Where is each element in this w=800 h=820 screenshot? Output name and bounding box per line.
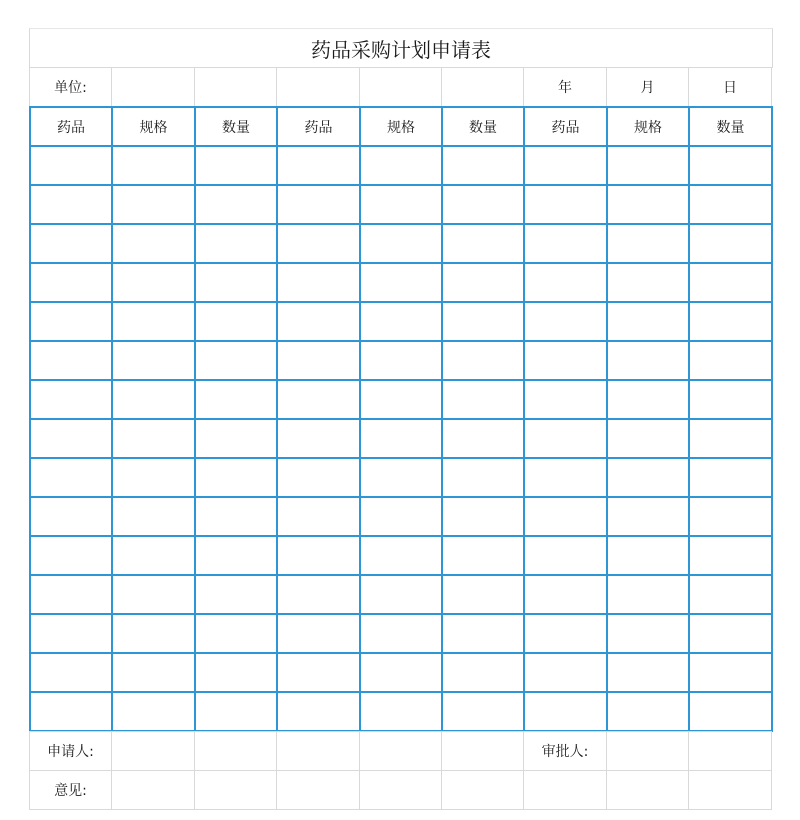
table-cell[interactable]	[30, 575, 112, 614]
approver-field[interactable]	[607, 732, 689, 771]
table-cell[interactable]	[30, 146, 112, 185]
table-cell[interactable]	[195, 380, 277, 419]
table-row	[30, 458, 772, 497]
table-cell[interactable]	[30, 536, 112, 575]
approver-field[interactable]	[689, 732, 772, 771]
table-row	[30, 224, 772, 263]
table-cell[interactable]	[442, 653, 524, 692]
table-cell[interactable]	[607, 263, 689, 302]
table-cell[interactable]	[442, 224, 524, 263]
table-cell[interactable]	[277, 380, 360, 419]
unit-field[interactable]	[277, 68, 360, 107]
table-cell[interactable]	[112, 575, 195, 614]
signature-area	[29, 731, 772, 810]
table-cell[interactable]	[112, 692, 195, 731]
opinion-field[interactable]	[360, 771, 442, 810]
column-header: 规格	[360, 107, 442, 146]
table-cell[interactable]	[30, 263, 112, 302]
table-cell[interactable]	[30, 458, 112, 497]
opinion-field[interactable]	[277, 771, 360, 810]
opinion-field[interactable]	[689, 771, 772, 810]
table-cell[interactable]	[689, 692, 772, 731]
table-cell[interactable]	[607, 497, 689, 536]
table-cell[interactable]	[195, 692, 277, 731]
applicant-field[interactable]	[195, 732, 277, 771]
table-cell[interactable]	[277, 497, 360, 536]
table-cell[interactable]	[277, 341, 360, 380]
table-cell[interactable]	[112, 302, 195, 341]
column-header: 规格	[607, 107, 689, 146]
table-cell[interactable]	[607, 146, 689, 185]
table-row	[30, 185, 772, 224]
applicant-field[interactable]	[442, 732, 524, 771]
table-cell[interactable]	[689, 146, 772, 185]
table-cell[interactable]	[689, 302, 772, 341]
table-cell[interactable]	[524, 692, 607, 731]
column-header: 药品	[524, 107, 607, 146]
table-cell[interactable]	[112, 497, 195, 536]
table-cell[interactable]	[524, 146, 607, 185]
table-cell[interactable]	[442, 380, 524, 419]
column-header: 数量	[195, 107, 277, 146]
table-cell[interactable]	[277, 263, 360, 302]
table-cell[interactable]	[442, 263, 524, 302]
table-cell[interactable]	[112, 185, 195, 224]
table-cell[interactable]	[195, 419, 277, 458]
table-cell[interactable]	[277, 419, 360, 458]
table-cell[interactable]	[360, 263, 442, 302]
table-cell[interactable]	[195, 536, 277, 575]
table-cell[interactable]	[524, 419, 607, 458]
table-cell[interactable]	[30, 653, 112, 692]
table-cell[interactable]	[277, 458, 360, 497]
table-cell[interactable]	[524, 302, 607, 341]
table-cell[interactable]	[689, 419, 772, 458]
table-cell[interactable]	[607, 692, 689, 731]
table-cell[interactable]	[30, 302, 112, 341]
table-cell[interactable]	[442, 458, 524, 497]
table-cell[interactable]	[524, 263, 607, 302]
table-cell[interactable]	[524, 224, 607, 263]
table-cell[interactable]	[360, 575, 442, 614]
year-label: 年	[524, 68, 607, 107]
unit-field[interactable]	[195, 68, 277, 107]
table-cell[interactable]	[607, 380, 689, 419]
table-cell[interactable]	[524, 497, 607, 536]
table-cell[interactable]	[689, 497, 772, 536]
table-cell[interactable]	[524, 185, 607, 224]
table-cell[interactable]	[277, 692, 360, 731]
table-cell[interactable]	[360, 185, 442, 224]
table-cell[interactable]	[360, 146, 442, 185]
table-row	[30, 497, 772, 536]
table-cell[interactable]	[442, 341, 524, 380]
table-cell[interactable]	[112, 146, 195, 185]
table-cell[interactable]	[524, 653, 607, 692]
table-cell[interactable]	[360, 341, 442, 380]
table-cell[interactable]	[360, 458, 442, 497]
column-header: 数量	[442, 107, 524, 146]
table-row	[30, 536, 772, 575]
table-cell[interactable]	[277, 653, 360, 692]
approver-label: 审批人:	[524, 732, 607, 771]
table-cell[interactable]	[30, 497, 112, 536]
purchase-plan-form	[29, 28, 771, 808]
opinion-field[interactable]	[607, 771, 689, 810]
table-cell[interactable]	[112, 380, 195, 419]
header-row	[30, 107, 772, 146]
table-cell[interactable]	[277, 302, 360, 341]
table-cell[interactable]	[524, 614, 607, 653]
table-cell[interactable]	[689, 224, 772, 263]
table-row	[30, 653, 772, 692]
column-header: 药品	[277, 107, 360, 146]
table-cell[interactable]	[195, 575, 277, 614]
applicant-field[interactable]	[360, 732, 442, 771]
table-cell[interactable]	[360, 302, 442, 341]
table-cell[interactable]	[442, 185, 524, 224]
table-cell[interactable]	[442, 302, 524, 341]
unit-field[interactable]	[112, 68, 195, 107]
table-cell[interactable]	[112, 263, 195, 302]
table-cell[interactable]	[607, 614, 689, 653]
table-cell[interactable]	[277, 224, 360, 263]
table-cell[interactable]	[689, 614, 772, 653]
table-cell[interactable]	[607, 458, 689, 497]
table-cell[interactable]	[360, 536, 442, 575]
day-label: 日	[689, 68, 772, 107]
column-header: 数量	[689, 107, 772, 146]
form-title: 药品采购计划申请表	[29, 28, 773, 68]
table-row	[30, 380, 772, 419]
table-cell[interactable]	[112, 653, 195, 692]
table-cell[interactable]	[195, 302, 277, 341]
table-cell[interactable]	[689, 458, 772, 497]
table-cell[interactable]	[442, 419, 524, 458]
table-cell[interactable]	[607, 185, 689, 224]
table-row	[30, 302, 772, 341]
table-cell[interactable]	[360, 653, 442, 692]
table-cell[interactable]	[277, 575, 360, 614]
opinion-field[interactable]	[112, 771, 195, 810]
table-row	[30, 614, 772, 653]
info-row	[29, 67, 772, 107]
unit-label: 单位:	[30, 68, 112, 107]
applicant-field[interactable]	[277, 732, 360, 771]
table-cell[interactable]	[524, 380, 607, 419]
unit-field[interactable]	[442, 68, 524, 107]
table-cell[interactable]	[689, 185, 772, 224]
table-cell[interactable]	[277, 185, 360, 224]
table-cell[interactable]	[360, 614, 442, 653]
table-cell[interactable]	[30, 185, 112, 224]
table-cell[interactable]	[112, 458, 195, 497]
table-cell[interactable]	[277, 536, 360, 575]
table-cell[interactable]	[689, 341, 772, 380]
table-cell[interactable]	[112, 536, 195, 575]
table-row	[30, 692, 772, 731]
table-cell[interactable]	[195, 263, 277, 302]
applicant-field[interactable]	[112, 732, 195, 771]
month-label: 月	[607, 68, 689, 107]
table-row	[30, 146, 772, 185]
table-cell[interactable]	[524, 575, 607, 614]
table-cell[interactable]	[195, 458, 277, 497]
table-cell[interactable]	[195, 497, 277, 536]
table-cell[interactable]	[442, 497, 524, 536]
table-cell[interactable]	[112, 341, 195, 380]
table-cell[interactable]	[277, 614, 360, 653]
table-cell[interactable]	[442, 692, 524, 731]
unit-field[interactable]	[360, 68, 442, 107]
drug-table	[29, 106, 773, 732]
table-row	[30, 263, 772, 302]
table-cell[interactable]	[195, 614, 277, 653]
table-cell[interactable]	[30, 224, 112, 263]
table-cell[interactable]	[607, 653, 689, 692]
table-cell[interactable]	[30, 614, 112, 653]
table-row	[30, 341, 772, 380]
table-cell[interactable]	[442, 536, 524, 575]
table-cell[interactable]	[607, 224, 689, 263]
table-cell[interactable]	[30, 341, 112, 380]
table-cell[interactable]	[277, 146, 360, 185]
table-cell[interactable]	[442, 575, 524, 614]
table-cell[interactable]	[689, 653, 772, 692]
table-row	[30, 419, 772, 458]
column-header: 规格	[112, 107, 195, 146]
table-cell[interactable]	[524, 536, 607, 575]
table-cell[interactable]	[112, 224, 195, 263]
table-cell[interactable]	[607, 419, 689, 458]
table-cell[interactable]	[360, 419, 442, 458]
table-row	[30, 575, 772, 614]
table-cell[interactable]	[195, 146, 277, 185]
column-header: 药品	[30, 107, 112, 146]
table-cell[interactable]	[195, 341, 277, 380]
table-cell[interactable]	[442, 614, 524, 653]
table-cell[interactable]	[607, 302, 689, 341]
table-cell[interactable]	[607, 575, 689, 614]
table-cell[interactable]	[360, 380, 442, 419]
opinion-field[interactable]	[442, 771, 524, 810]
table-cell[interactable]	[112, 614, 195, 653]
table-cell[interactable]	[30, 692, 112, 731]
table-cell[interactable]	[524, 341, 607, 380]
opinion-field[interactable]	[524, 771, 607, 810]
table-cell[interactable]	[112, 419, 195, 458]
table-cell[interactable]	[360, 497, 442, 536]
table-cell[interactable]	[195, 653, 277, 692]
table-cell[interactable]	[442, 146, 524, 185]
table-cell[interactable]	[689, 575, 772, 614]
table-cell[interactable]	[607, 341, 689, 380]
table-cell[interactable]	[689, 380, 772, 419]
table-cell[interactable]	[689, 263, 772, 302]
table-cell[interactable]	[195, 185, 277, 224]
table-cell[interactable]	[360, 224, 442, 263]
opinion-label: 意见:	[30, 771, 112, 810]
table-cell[interactable]	[30, 380, 112, 419]
table-cell[interactable]	[30, 419, 112, 458]
table-cell[interactable]	[607, 536, 689, 575]
table-cell[interactable]	[689, 536, 772, 575]
table-cell[interactable]	[360, 692, 442, 731]
opinion-field[interactable]	[195, 771, 277, 810]
table-cell[interactable]	[195, 224, 277, 263]
applicant-label: 申请人:	[30, 732, 112, 771]
table-cell[interactable]	[524, 458, 607, 497]
